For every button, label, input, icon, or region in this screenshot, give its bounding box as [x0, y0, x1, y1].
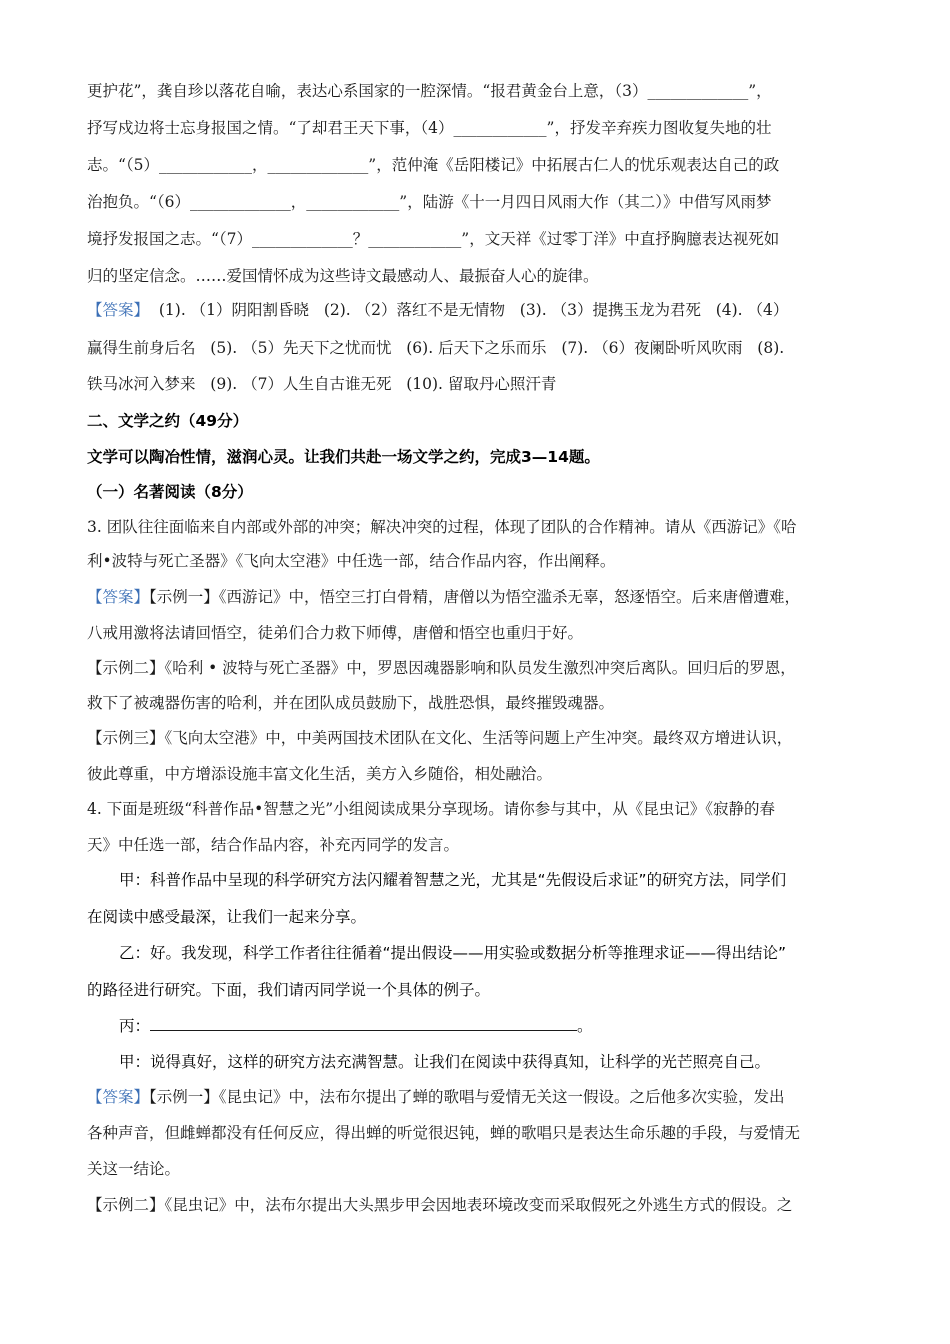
answer-1-line-3: 铁马冰河入梦来 (9). （7）人生自古谁无死 (10). 留取丹心照汗青: [87, 375, 557, 393]
answer-text: 【示例一】《昆虫记》中，法布尔提出了蝉的歌唱与爱情无关这一假设。之后他多次实验，发出: [149, 1088, 785, 1106]
answer-4-line-3: 关这一结论。: [87, 1160, 181, 1178]
poem-line-4: 治抱负。“（6）_____________，____________”，陆游《十一月四日风雨大作（其二）》中借写风雨梦: [87, 193, 772, 211]
dialogue-jia-2: 甲：说得真好，这样的研究方法充满智慧。让我们在阅读中获得真知，让科学的光芒照亮自己。: [119, 1053, 771, 1071]
answer-1-line-1: [87, 299, 872, 321]
poem-line-2: 抒写戍边将士忘身报国之情。“了却君王天下事，（4）____________”，抒发辛弃疾力图收复失地的壮: [87, 119, 772, 137]
bing-end: 。: [577, 1017, 593, 1035]
poem-line-5: 境抒发报国之志。“（7）_____________？____________”，文天祥《过零丁洋》中直抒胸臆表达视死如: [87, 230, 780, 248]
answer-1-line-2: 赢得生前身后名 (5). （5）先天下之忧而忧 (6). 后天下之乐而乐 (7). （6）夜阑卧听风吹雨 (8).: [87, 339, 785, 357]
question-4-line-1: 4. 下面是班级“科普作品•智慧之光”小组阅读成果分享现场。请你参与其中，从《昆虫记》《寂静的春: [87, 800, 775, 818]
answer-3-line-1: [87, 586, 872, 608]
question-4-line-2: 天》中任选一部，结合作品内容，补充丙同学的发言。: [87, 836, 460, 854]
dialogue-bing: [119, 1015, 872, 1037]
question-3-line-2: 利•波特与死亡圣器》《飞向太空港》中任选一部，结合作品内容，作出阐释。: [87, 552, 616, 570]
answer-tag: 【答案】: [87, 588, 150, 606]
dialogue-jia-1a: 甲：科普作品中呈现的科学研究方法闪耀着智慧之光，尤其是“先假设后求证”的研究方法，同学们: [119, 871, 787, 889]
sub-heading: （一）名著阅读（8分）: [87, 483, 253, 501]
answer-text: (1). （1）阴阳割昏晓 (2). （2）落红不是无情物 (3). （3）提携玉龙为君死 (4). （4）: [149, 301, 789, 319]
poem-line-3: 志。“（5）____________，_____________”，范仲淹《岳阳楼记》中拓展古仁人的忧乐观表达自己的政: [87, 156, 780, 174]
section-intro: 文学可以陶冶性情，滋润心灵。让我们共赴一场文学之约，完成3—14题。: [87, 448, 600, 466]
answer-blank: [150, 1015, 577, 1031]
answer-tag: 【答案】: [87, 301, 150, 319]
dialogue-jia-1b: 在阅读中感受最深，让我们一起来分享。: [87, 908, 367, 926]
answer-tag: 【答案】: [87, 1088, 150, 1106]
example-3-line-2: 彼此尊重，中方增添设施丰富文化生活，美方入乡随俗，相处融洽。: [87, 765, 553, 783]
question-3-line-1: 3. 团队往往面临来自内部或外部的冲突；解决冲突的过程，体现了团队的合作精神。请从《西游记》《哈: [87, 518, 797, 536]
answer-4-line-2: 各种声音，但雌蝉都没有任何反应，得出蝉的听觉很迟钝，蝉的歌唱只是表达生命乐趣的手段，与爱情无: [87, 1124, 801, 1142]
poem-line-1: 更护花”，龚自珍以落花自喻，表达心系国家的一腔深情。“报君黄金台上意，（3）_____________”，: [87, 82, 772, 100]
answer-4-line-1: [87, 1086, 872, 1108]
example-2-line-1: 【示例二】《哈利 • 波特与死亡圣器》中，罗恩因魂器影响和队员发生激烈冲突后离队。回归后的罗恩，: [87, 659, 796, 677]
dialogue-yi-a: 乙：好。我发现，科学工作者往往循着“提出假设——用实验或数据分析等推理求证——得出结论”: [119, 944, 787, 962]
section-heading: 二、文学之约（49分）: [87, 412, 249, 430]
example-2-line-2: 救下了被魂器伤害的哈利，并在团队成员鼓励下，战胜恐惧，最终摧毁魂器。: [87, 694, 615, 712]
poem-line-6: 归的坚定信念。……爱国情怀成为这些诗文最感动人、最振奋人心的旋律。: [87, 267, 599, 285]
example-3-line-1: 【示例三】《飞向太空港》中，中美两国技术团队在文化、生活等问题上产生冲突。最终双方增进认识，: [87, 729, 793, 747]
dialogue-yi-b: 的路径进行研究。下面，我们请丙同学说一个具体的例子。: [87, 981, 491, 999]
example-2-insect-line-1: 【示例二】《昆虫记》中，法布尔提出大头黑步甲会因地表环境改变而采取假死之外逃生方式的假设。之: [87, 1196, 793, 1214]
answer-text: 【示例一】《西游记》中，悟空三打白骨精，唐僧以为悟空滥杀无辜，怒逐悟空。后来唐僧遭难，: [149, 588, 801, 606]
bing-label: 丙：: [119, 1017, 151, 1035]
answer-3-line-2: 八戒用激将法请回悟空，徒弟们合力救下师傅，唐僧和悟空也重归于好。: [87, 624, 584, 642]
